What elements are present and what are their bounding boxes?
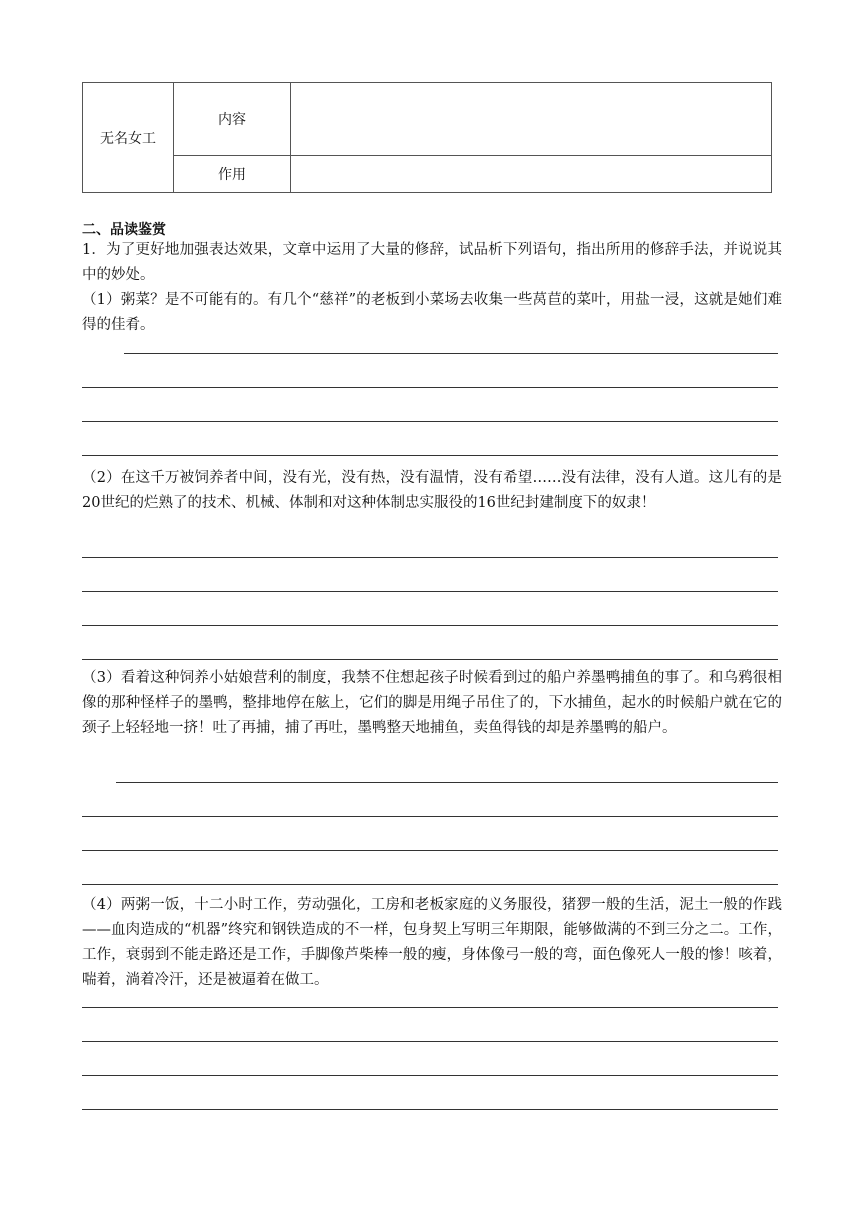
answer-line[interactable] [82, 850, 778, 851]
answer-line[interactable] [82, 1041, 778, 1042]
answer-line[interactable] [82, 1007, 778, 1008]
answer-line[interactable] [82, 455, 778, 456]
item-3-text: （3）看着这种饲养小姑娘营利的制度，我禁不住想起孩子时候看到过的船户养墨鸭捕鱼的事了。和乌鸦很相像的那种怪样子的墨鸭，整排地停在舷上，它们的脚是用绳子吊住了的，下水捕鱼，起水的时候船户就在它的颈子上轻轻地一挤！吐了再捕，捕了再吐，墨鸭整天地捕鱼，卖鱼得钱的却是养墨鸭的船户。 [82, 670, 782, 736]
answer-line[interactable] [116, 782, 778, 783]
content-answer-cell[interactable] [291, 83, 772, 156]
answer-line[interactable] [82, 884, 778, 885]
item-1-text: （1）粥菜？是不可能有的。有几个“慈祥”的老板到小菜场去收集一些莴苣的菜叶，用盐一浸，这就是她们难得的佳肴。 [82, 292, 782, 333]
question-1-prompt: 1．为了更好地加强表达效果，文章中运用了大量的修辞，试品析下列语句，指出所用的修辞手法，并说说其中的妙处。 [82, 242, 782, 283]
item-2-text: （2）在这千万被饲养者中间，没有光，没有热，没有温情，没有希望……没有法律，没有人道。这儿有的是20世纪的烂熟了的技术、机械、体制和对这种体制忠实服役的16世纪封建制度下的奴隶！ [82, 470, 782, 511]
answer-line[interactable] [82, 816, 778, 817]
answer-line[interactable] [82, 659, 778, 660]
content-label: 内容 [218, 112, 246, 128]
answer-line[interactable] [82, 1075, 778, 1076]
answer-line[interactable] [82, 1109, 778, 1110]
section-title: 二、品读鉴赏 [82, 222, 166, 238]
answer-line[interactable] [82, 421, 778, 422]
effect-label: 作用 [218, 167, 246, 183]
answer-line[interactable] [82, 625, 778, 626]
answer-line[interactable] [82, 387, 778, 388]
answer-line[interactable] [82, 591, 778, 592]
row-header-cell [83, 83, 174, 193]
effect-label-cell [174, 156, 291, 193]
content-label-cell [174, 83, 291, 156]
answer-line[interactable] [124, 353, 778, 354]
effect-answer-cell[interactable] [291, 156, 772, 193]
answer-line[interactable] [82, 557, 778, 558]
row-header: 无名女工 [100, 130, 156, 147]
item-4-text: （4）两粥一饭，十二小时工作，劳动强化，工房和老板家庭的义务服役，猪猡一般的生活，泥土一般的作践——血肉造成的“机器”终究和钢铁造成的不一样，包身契上写明三年期限，能够做满的不到三分之二。工作，工作，衰弱到不能走路还是工作，手脚像芦柴棒一般的瘦，身体像弓一般的弯，面色像死人一般的惨！咳着，喘着，淌着冷汗，还是被逼着在做工。 [82, 897, 782, 988]
answer-table [82, 82, 772, 193]
